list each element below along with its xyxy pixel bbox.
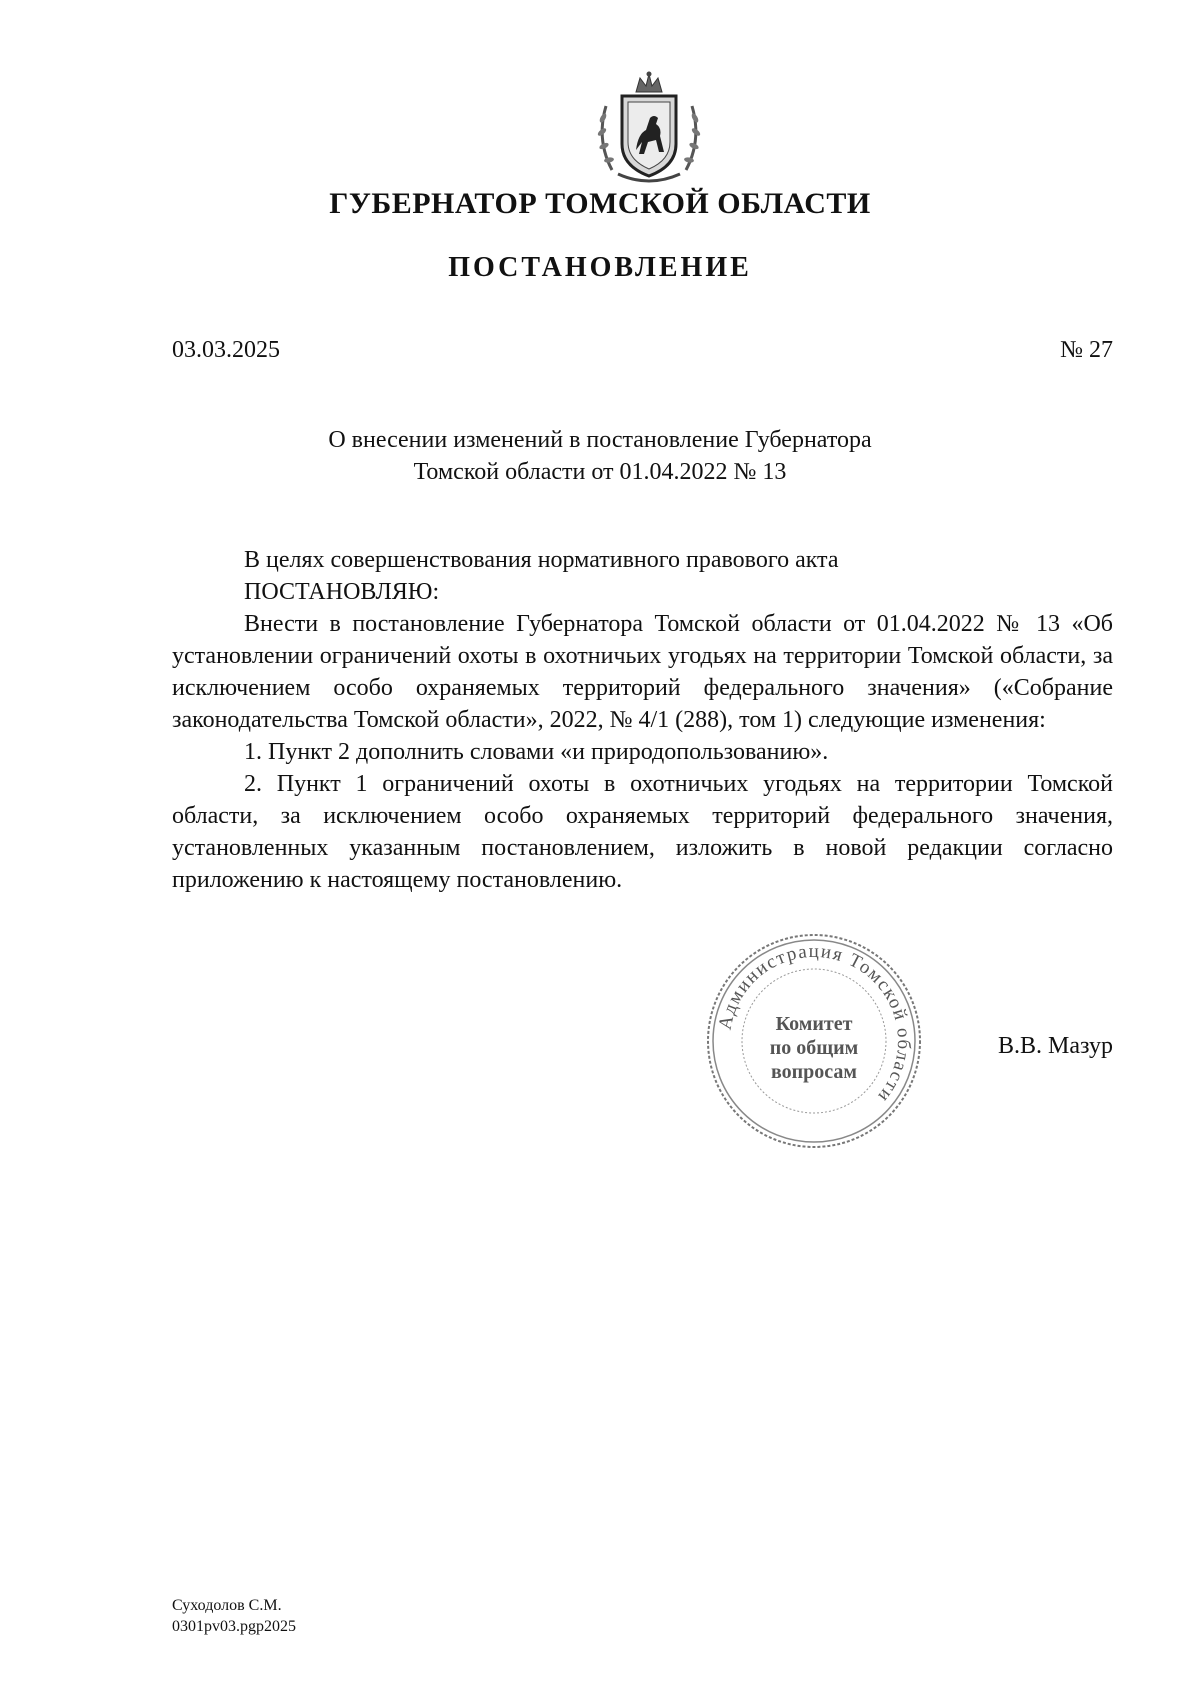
official-seal-stamp [703, 930, 925, 1152]
stamp-line-3: вопросам [770, 1061, 858, 1083]
stamp-line-1: Комитет [775, 1013, 853, 1035]
stamp-ring-text: Администрация Томской области [714, 940, 915, 1108]
document-body [172, 544, 1113, 896]
body-paragraph-resolve: ПОСТАНОВЛЯЮ: [244, 579, 440, 605]
body-paragraph-purpose: В целях совершенствования нормативного правового акта [244, 547, 839, 573]
body-paragraph-amendment: Внести в постановление Губернатора Томской области от 01.04.2022 № 13 «Об установлении ограничений охоты в охотничьих угодьях на территории Томской области, за исключением особо охраняемых территорий федерального значения» («Собрание законодательства Томской области», 2022, № 4/1 (288), том 1) следующие изменения: [172, 611, 1113, 733]
stamp-line-2: по общим [769, 1037, 859, 1059]
body-paragraph-item-2: 2. Пункт 1 ограничений охоты в охотничьих угодьях на территории Томской области, за исключением особо охраняемых территорий федерального значения, установленных указанным постановлением, изложить в новой редакции согласно приложению к настоящему постановлению. [172, 771, 1113, 893]
document-date: 03.03.2025 [172, 337, 280, 363]
footer-author: Суходолов С.М. [172, 1597, 282, 1614]
org-title: ГУБЕРНАТОР ТОМСКОЙ ОБЛАСТИ [329, 187, 871, 220]
body-paragraph-item-1: 1. Пункт 2 дополнить словами «и природопользованию». [244, 739, 829, 765]
subject-line-1: О внесении изменений в постановление Губернатора [328, 427, 872, 453]
subject-line-2: Томской области от 01.04.2022 № 13 [413, 459, 787, 485]
document-type-heading: ПОСТАНОВЛЕНИЕ [448, 252, 752, 283]
document-subject [0, 424, 1200, 488]
document-number: № 27 [1060, 337, 1113, 363]
coat-of-arms-icon [592, 70, 706, 186]
signer-name: В.В. Мазур [998, 1033, 1113, 1059]
footer-file-code: 0301pv03.pgp2025 [172, 1618, 296, 1635]
